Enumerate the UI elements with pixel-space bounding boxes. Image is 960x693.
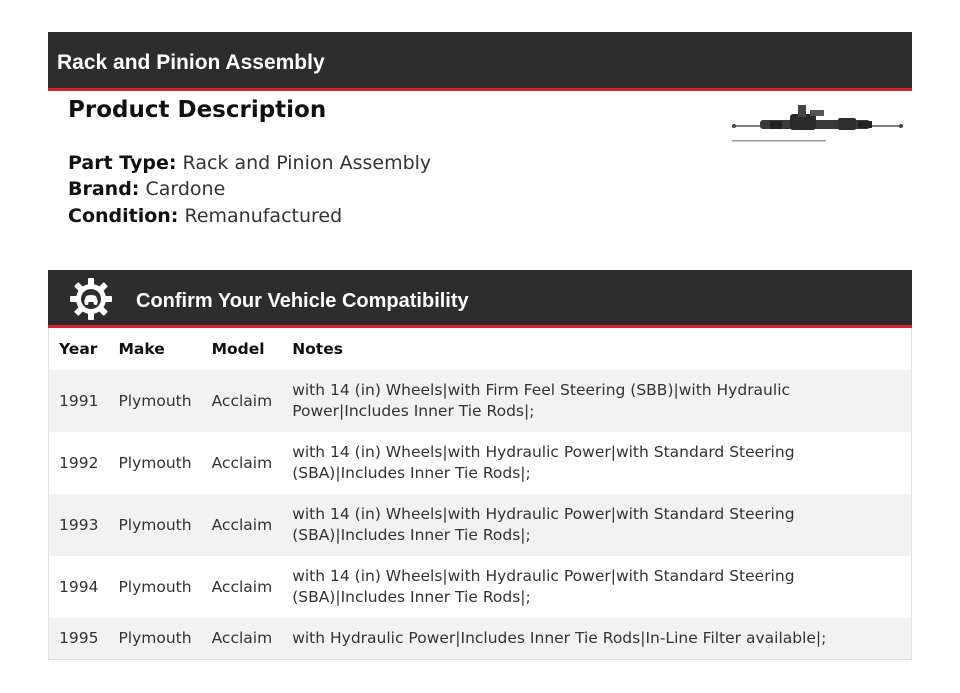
- part-type-row: [68, 152, 431, 174]
- cell-make: Plymouth: [108, 432, 201, 494]
- rack-and-pinion-product-image: [730, 100, 905, 148]
- cell-year: 1992: [49, 432, 109, 494]
- cell-make: Plymouth: [108, 618, 201, 659]
- cell-model: Acclaim: [202, 556, 283, 618]
- table-row: [49, 494, 912, 556]
- condition-label: Condition:: [68, 205, 179, 227]
- cell-year: 1993: [49, 494, 109, 556]
- rack-pinion-header: [48, 32, 912, 91]
- cell-make: Plymouth: [108, 556, 201, 618]
- column-header-model: Model: [211, 340, 265, 358]
- cell-year: 1994: [49, 556, 109, 618]
- cell-notes: with 14 (in) Wheels|with Firm Feel Steering (SBB)|with Hydraulic Power|Includes Inner Tie Rods|;: [282, 370, 911, 432]
- cell-year: 1991: [49, 370, 109, 432]
- condition-row: [68, 205, 342, 227]
- cell-notes: with 14 (in) Wheels|with Hydraulic Power|with Standard Steering (SBA)|Includes Inner Tie Rods|;: [282, 432, 911, 494]
- compatibility-table: [48, 328, 912, 660]
- cell-model: Acclaim: [202, 432, 283, 494]
- cell-model: Acclaim: [202, 370, 283, 432]
- column-header-notes: Notes: [292, 340, 343, 358]
- cell-notes: with 14 (in) Wheels|with Hydraulic Power|with Standard Steering (SBA)|Includes Inner Tie Rods|;: [282, 556, 911, 618]
- table-row: [49, 370, 912, 432]
- section-title: Rack and Pinion Assembly: [57, 51, 325, 74]
- column-header-year: Year: [59, 340, 98, 358]
- table-row: [49, 432, 912, 494]
- column-header-make: Make: [118, 340, 165, 358]
- cell-make: Plymouth: [108, 494, 201, 556]
- gear-car-icon: [69, 277, 113, 321]
- cell-year: 1995: [49, 618, 109, 659]
- compatibility-title: Confirm Your Vehicle Compatibility: [136, 290, 469, 312]
- condition-value: Remanufactured: [184, 205, 343, 227]
- cell-notes: with Hydraulic Power|Includes Inner Tie Rods|In-Line Filter available|;: [282, 618, 911, 659]
- cell-model: Acclaim: [202, 494, 283, 556]
- brand-label: Brand:: [68, 178, 140, 200]
- cell-model: Acclaim: [202, 618, 283, 659]
- table-row: [49, 618, 912, 659]
- brand-value: Cardone: [145, 178, 226, 200]
- compatibility-header: [48, 270, 912, 328]
- brand-row: [68, 178, 225, 200]
- table-header-row: [49, 328, 912, 370]
- product-description-heading: Product Description: [68, 97, 327, 123]
- cell-make: Plymouth: [108, 370, 201, 432]
- cell-notes: with 14 (in) Wheels|with Hydraulic Power|with Standard Steering (SBA)|Includes Inner Tie Rods|;: [282, 494, 911, 556]
- part-type-label: Part Type:: [68, 152, 177, 174]
- part-type-value: Rack and Pinion Assembly: [182, 152, 432, 174]
- table-row: [49, 556, 912, 618]
